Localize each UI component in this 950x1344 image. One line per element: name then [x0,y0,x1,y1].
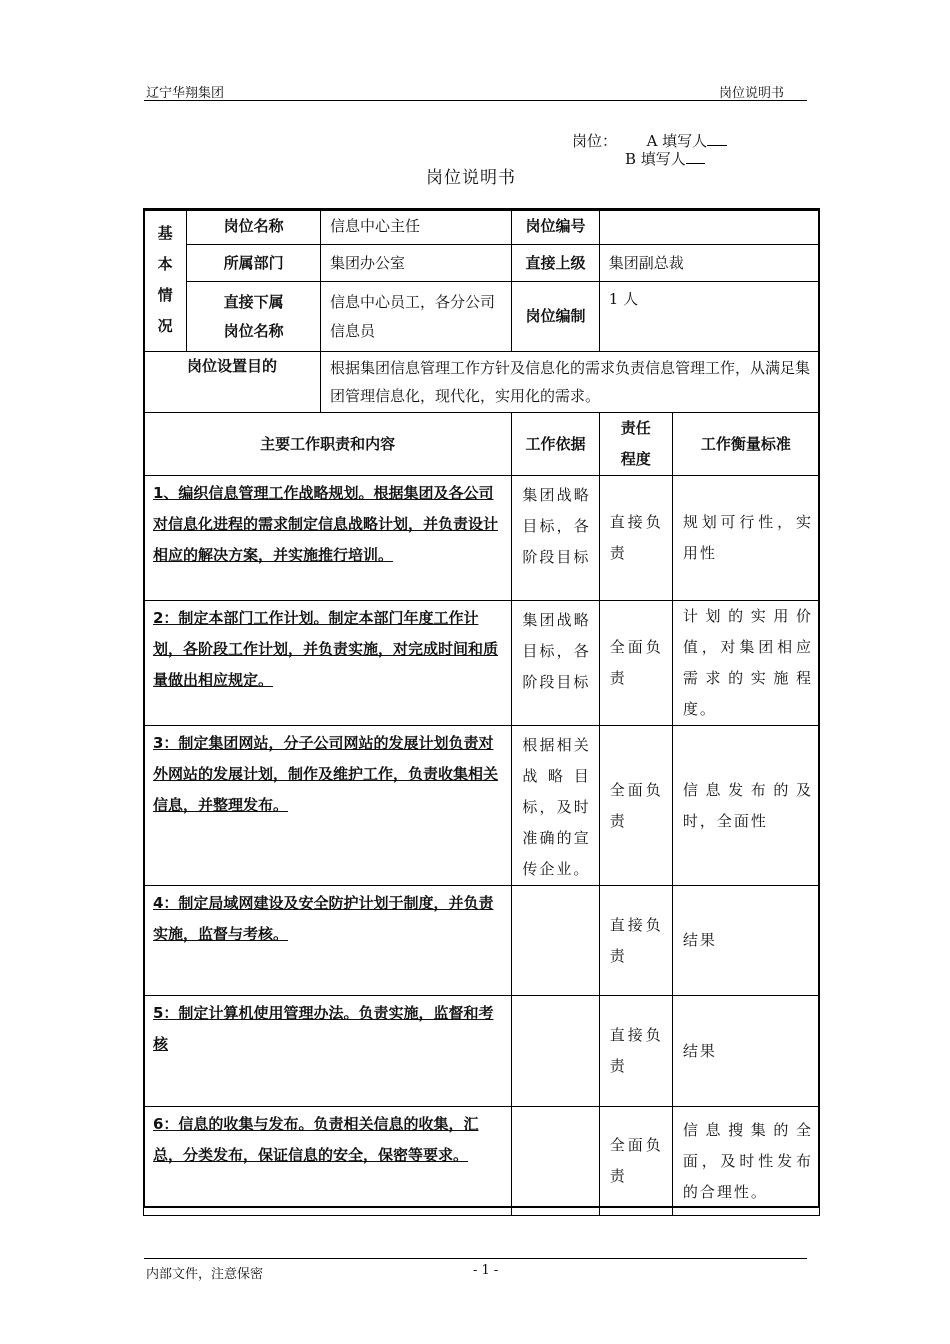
a-filler-label: A 填写人 [646,132,708,150]
duty-responsibility: 直接负责 [599,476,672,601]
duty-standard: 信息搜集的全面，及时性发布的合理性。 [672,1107,819,1216]
header-rule [144,100,807,101]
duty-standard: 结果 [672,886,819,996]
duty-content: 2：制定本部门工作计划。制定本部门年度工作计划，各阶段工作计划，并负责实施，对完成时间和质量做出相应规定。 [144,601,512,726]
duty-responsibility-header: 责任程度 [599,413,672,476]
b-filler-label: B 填写人 [625,150,686,168]
post-label: 岗位： [572,132,618,150]
table-outer-frame [143,208,820,1208]
header-doc-name: 岗位说明书 [719,86,785,101]
duty-responsibility: 全面负责 [599,601,672,726]
b-filler-blank[interactable] [686,149,705,164]
purpose-text: 根据集团信息管理工作方针及信息化的需求负责信息管理工作，从满足集团管理信息化，现代化，实用化的需求。 [320,352,819,413]
header-company: 辽宁华翔集团 [146,86,225,101]
duty-standard: 结果 [672,996,819,1107]
duty-content: 4：制定局域网建设及安全防护计划于制度，并负责实施，监督与考核。 [144,886,512,996]
footer-note: 内部文件，注意保密 [146,1267,264,1282]
duty-standard: 信息发布的及时，全面性 [672,726,819,886]
duty-standard: 计划的实用价值，对集团相应需求的实施程度。 [672,601,819,726]
staffing-label: 岗位编制 [512,282,599,352]
subordinate-label: 直接下属 岗位名称 [187,282,321,352]
dept-label: 所属部门 [187,245,321,282]
duty-content: 5：制定计算机使用管理办法。负责实施，监督和考核 [144,996,512,1107]
fill-in-b [625,148,705,169]
subordinate-value: 信息中心员工，各分公司信息员 [320,282,511,352]
duty-basis-header: 工作依据 [512,413,599,476]
footer-rule [144,1258,807,1259]
duty-responsibility: 直接负责 [599,886,672,996]
duty-standard-header: 工作衡量标准 [672,413,819,476]
duty-responsibility: 全面负责 [599,726,672,886]
duty-responsibility: 全面负责 [599,1107,672,1216]
duty-basis: 根据相关战略目标，及时准确的宣传企业。 [512,726,599,886]
basic-info-section-label: 基 本 情 况 [144,209,187,352]
staffing-value: 1 人 [599,282,819,352]
dept-value: 集团办公室 [320,245,511,282]
duty-basis: 集团战略目标，各阶段目标 [512,476,599,601]
post-no-label: 岗位编号 [512,209,599,245]
superior-value: 集团副总裁 [599,245,819,282]
duty-standard: 规划可行性，实用性 [672,476,819,601]
duty-responsibility: 直接负责 [599,996,672,1107]
post-name-value: 信息中心主任 [320,209,511,245]
post-name-label: 岗位名称 [187,209,321,245]
duty-content: 3：制定集团网站，分子公司网站的发展计划负责对外网站的发展计划，制作及维护工作，负责收集相关信息，并整理发布。 [144,726,512,886]
purpose-label: 岗位设置目的 [144,352,321,413]
duty-content: 1、编织信息管理工作战略规划。根据集团及各公司对信息化进程的需求制定信息战略计划，并负责设计相应的解决方案，并实施推行培训。 [144,476,512,601]
duty-content: 6：信息的收集与发布。负责相关信息的收集，汇总，分类发布，保证信息的安全，保密等要求。 [144,1107,512,1216]
page-number: - 1 - [473,1263,499,1278]
a-filler-blank[interactable] [707,131,727,146]
duty-basis: 集团战略目标，各阶段目标 [512,601,599,726]
duty-content-header: 主要工作职责和内容 [144,413,512,476]
superior-label: 直接上级 [512,245,599,282]
page-title: 岗位说明书 [426,168,516,188]
